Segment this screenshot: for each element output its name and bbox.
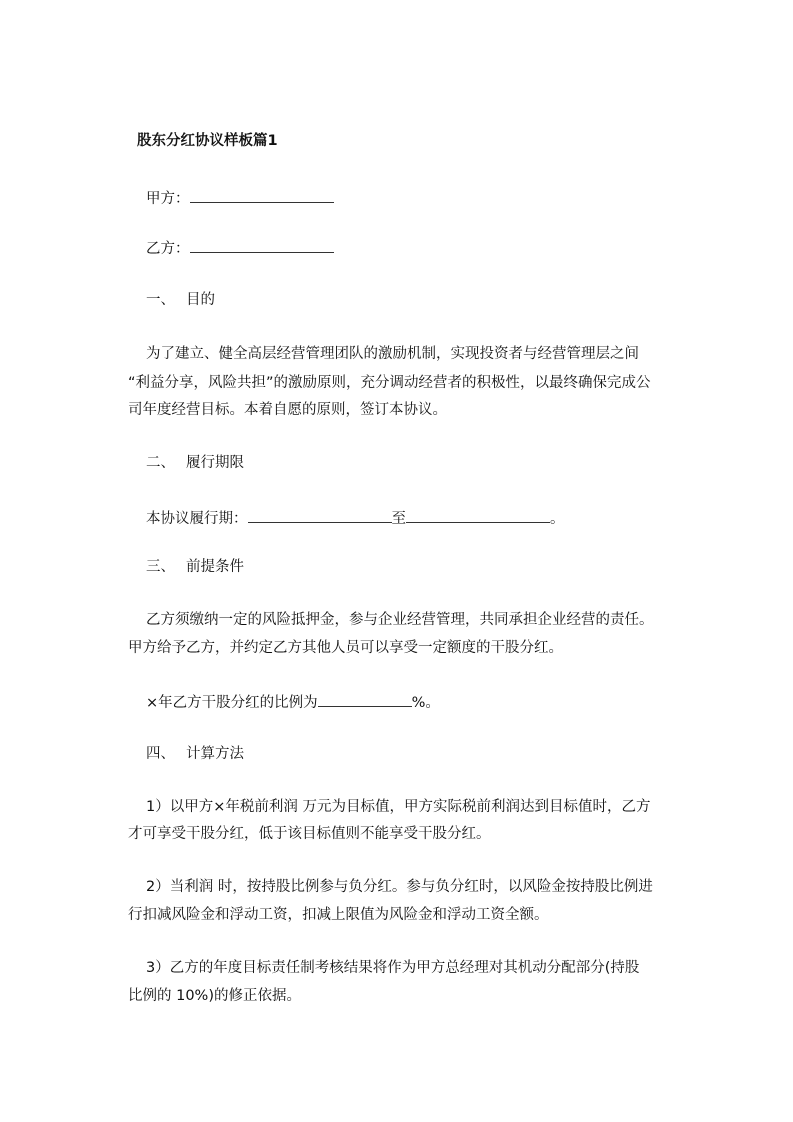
section-4-number: 四、 <box>146 746 175 762</box>
purpose-line-3: 司年度经营目标。本着自愿的原则，签订本协议。 <box>128 402 447 418</box>
term-start-blank <box>248 507 392 523</box>
term-end-blank <box>406 507 550 523</box>
term-suffix: 。 <box>550 511 565 527</box>
section-1-number: 一、 <box>146 292 175 308</box>
party-b-label: 乙方： <box>146 241 190 257</box>
party-b-blank <box>190 237 334 253</box>
section-3-title: 前提条件 <box>186 559 244 575</box>
party-a-label: 甲方： <box>146 191 190 207</box>
ratio-suffix: %。 <box>411 695 440 711</box>
section-2-heading <box>146 453 244 473</box>
section-1-title: 目的 <box>186 292 215 308</box>
section-2-title: 履行期限 <box>186 455 244 471</box>
party-a-field <box>146 187 334 209</box>
calc-item-1-line-1: 1）以甲方×年税前利润 万元为目标值，甲方实际税前利润达到目标值时，乙方 <box>146 799 651 815</box>
purpose-line-1: 为了建立、健全高层经营管理团队的激励机制，实现投资者与经营管理层之间 <box>146 346 639 362</box>
condition-line-2: 甲方给予乙方，并约定乙方其他人员可以享受一定额度的干股分红。 <box>128 640 563 656</box>
ratio-prefix: ×年乙方干股分红的比例为 <box>146 695 318 711</box>
calc-item-3-line-2: 比例的 10%)的修正依据。 <box>128 988 301 1004</box>
section-1-heading <box>146 290 215 310</box>
purpose-line-2: “利益分享，风险共担”的激励原则，充分调动经营者的积极性，以最终确保完成公 <box>128 375 651 391</box>
ratio-line <box>146 691 440 713</box>
term-prefix: 本协议履行期： <box>146 511 248 527</box>
section-3-number: 三、 <box>146 559 175 575</box>
party-a-blank <box>190 187 334 203</box>
section-4-heading <box>146 744 244 764</box>
ratio-blank <box>318 691 412 707</box>
condition-line-1: 乙方须缴纳一定的风险抵押金，参与企业经营管理，共同承担企业经营的责任。 <box>146 612 654 628</box>
calc-item-2-line-1: 2）当利润 时，按持股比例参与负分红。参与负分红时，以风险金按持股比例进 <box>146 879 653 895</box>
term-line <box>146 507 565 529</box>
section-3-heading <box>146 557 244 577</box>
party-b-field <box>146 237 334 259</box>
calc-item-1-line-2: 才可享受干股分红，低于该目标值则不能享受干股分红。 <box>128 826 491 842</box>
calc-item-3-line-1: 3）乙方的年度目标责任制考核结果将作为甲方总经理对其机动分配部分(持股 <box>146 960 640 976</box>
document-title: 股东分红协议样板篇1 <box>137 133 278 149</box>
term-mid: 至 <box>391 511 406 527</box>
section-2-number: 二、 <box>146 455 175 471</box>
calc-item-2-line-2: 行扣减风险金和浮动工资，扣减上限值为风险金和浮动工资全额。 <box>128 907 549 923</box>
section-4-title: 计算方法 <box>186 746 244 762</box>
